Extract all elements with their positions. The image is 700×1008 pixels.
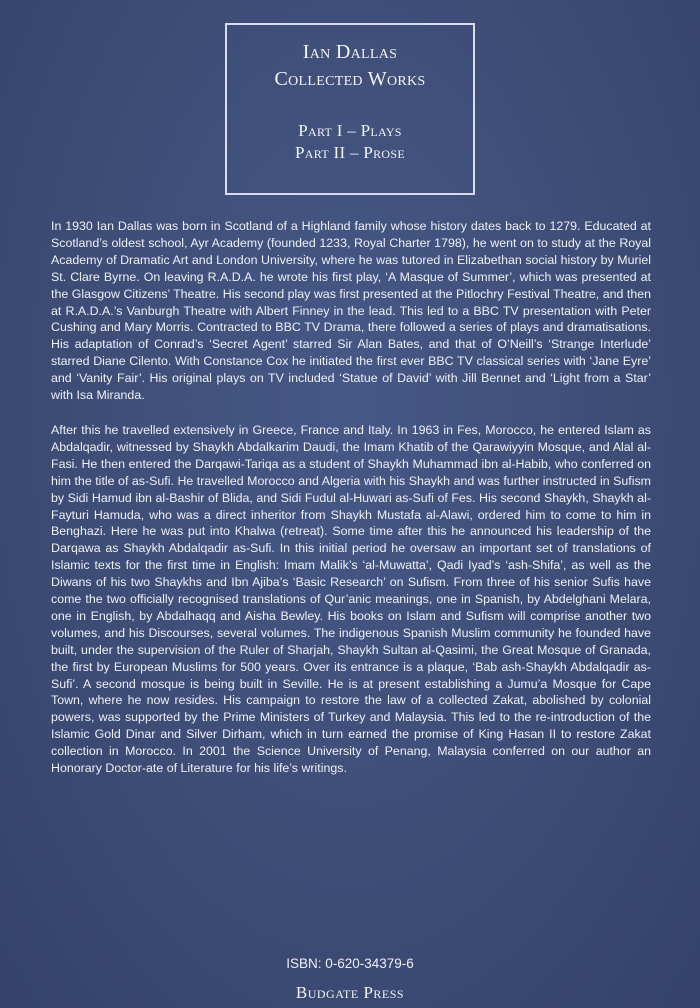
biography-paragraph-2: After this he travelled extensively in Greece, France and Italy. In 1963 in Fes, Morocco, he entered Islam as Abdalqadir, witnessed by Shaykh Abdalkarim Daudi, the Imam Khatib of the Qarawiyyin Mosque, and Alal al-Fasi. He then entered the Darqawi-Tariqa as a student of Shaykh Muhammad ibn al-Habib, who conferred on him the title of as-Sufi. He travelled Morocco and Algeria with his Shaykh and was further instructed in Sufism by Sidi Hamud ibn al-Bashir of Blida, and Sidi Fudul al-Huwari as-Sufi of Fes. His second Shaykh, Shaykh al-Fayturi Hamuda, who was a direct inheritor from Shaykh Mustafa al-Alawi, ordered him to come to him in Benghazi. Here he was put into Khalwa (retreat). Some time after this he announced his leadership of the Darqawa as Shaykh Abdalqadir as-Sufi. In this initial period he oversaw an important set of translations of Islamic texts for the first time in English: Imam Malik’s ‘al-Muwatta’, Qadi Iyad’s ‘ash-Shifa’, as well as the Diwans of his two Shaykhs and Ibn Ajiba’s ‘Basic Research’ on Sufism. From three of his senior Sufis have come the two officially recognised translations of Qur’anic meanings, one in Spanish, by Abdelghani Melara, one in English, by Abdalhaqq and Aisha Bewley. His books on Islam and Sufism will comprise another two volumes, and his Discourses, several volumes. The indigenous Spanish Muslim community he founded have built, under the supervision of the Ruler of Sharjah, Shaykh Sultan al-Qasimi, the Great Mosque of Granada, the first by European Muslims for 500 years. Over its entrance is a plaque, ‘Bab ash-Shaykh Abdalqadir as-Sufi’. A second mosque is being built in Seville. He is at present establishing a Jumu’a Mosque for Cape Town, where he now resides. His campaign to restore the law of a collected Zakat, abolished by colonial powers, was supported by the Prime Ministers of Turkey and Malaysia. This led to the re-introduction of the Islamic Gold Dinar and Silver Dirham, which in turn earned the promise of King Hasan II to restore Zakat collection in Morocco. In 2001 the Science University of Penang, Malaysia conferred on our author an Honorary Doctor-ate of Literature for his life’s writings. (51, 422, 651, 776)
part-two-label: Part II – Prose (295, 143, 405, 162)
title-box (225, 23, 475, 195)
isbn-label: ISBN: 0-620-34379-6 (286, 956, 414, 971)
biography-text (51, 218, 651, 795)
book-title-line-2: Collected Works (274, 68, 426, 90)
part-one-label: Part I – Plays (298, 121, 402, 140)
publisher-name: Budgate Press (295, 983, 405, 1002)
book-title-line-1: Ian Dallas (302, 41, 398, 63)
biography-paragraph-1: In 1930 Ian Dallas was born in Scotland of a Highland family whose history dates back to 1279. Educated at Scotland’s oldest school, Ayr Academy (founded 1233, Royal Charter 1798), he went on to study at the Royal Academy of Dramatic Art and London University, where he was tutored in Elizabethan social history by Muriel St. Clare Byrne. On leaving R.A.D.A. he wrote his first play, ‘A Masque of Summer’, which was presented at the Glasgow Citizens’ Theatre. His second play was first presented at the Pitlochry Festival Theatre, and then at R.A.D.A.’s Vanburgh Theatre with Albert Finney in the lead. This led to a BBC TV presentation with Peter Cushing and Mary Morris. Contracted to BBC TV Drama, there followed a series of plays and dramatisations. His adaptation of Conrad’s ‘Secret Agent’ starred Sir Alan Bates, and that of O’Neill’s ‘Strange Interlude’ starred Diane Cilento. With Constance Cox he initiated the first ever BBC TV classical series with ‘Jane Eyre’ and ‘Vanity Fair’. His original plays on TV included ‘Statue of David’ with Jill Bennet and ‘Light from a Star’ with Isa Miranda. (51, 219, 651, 403)
